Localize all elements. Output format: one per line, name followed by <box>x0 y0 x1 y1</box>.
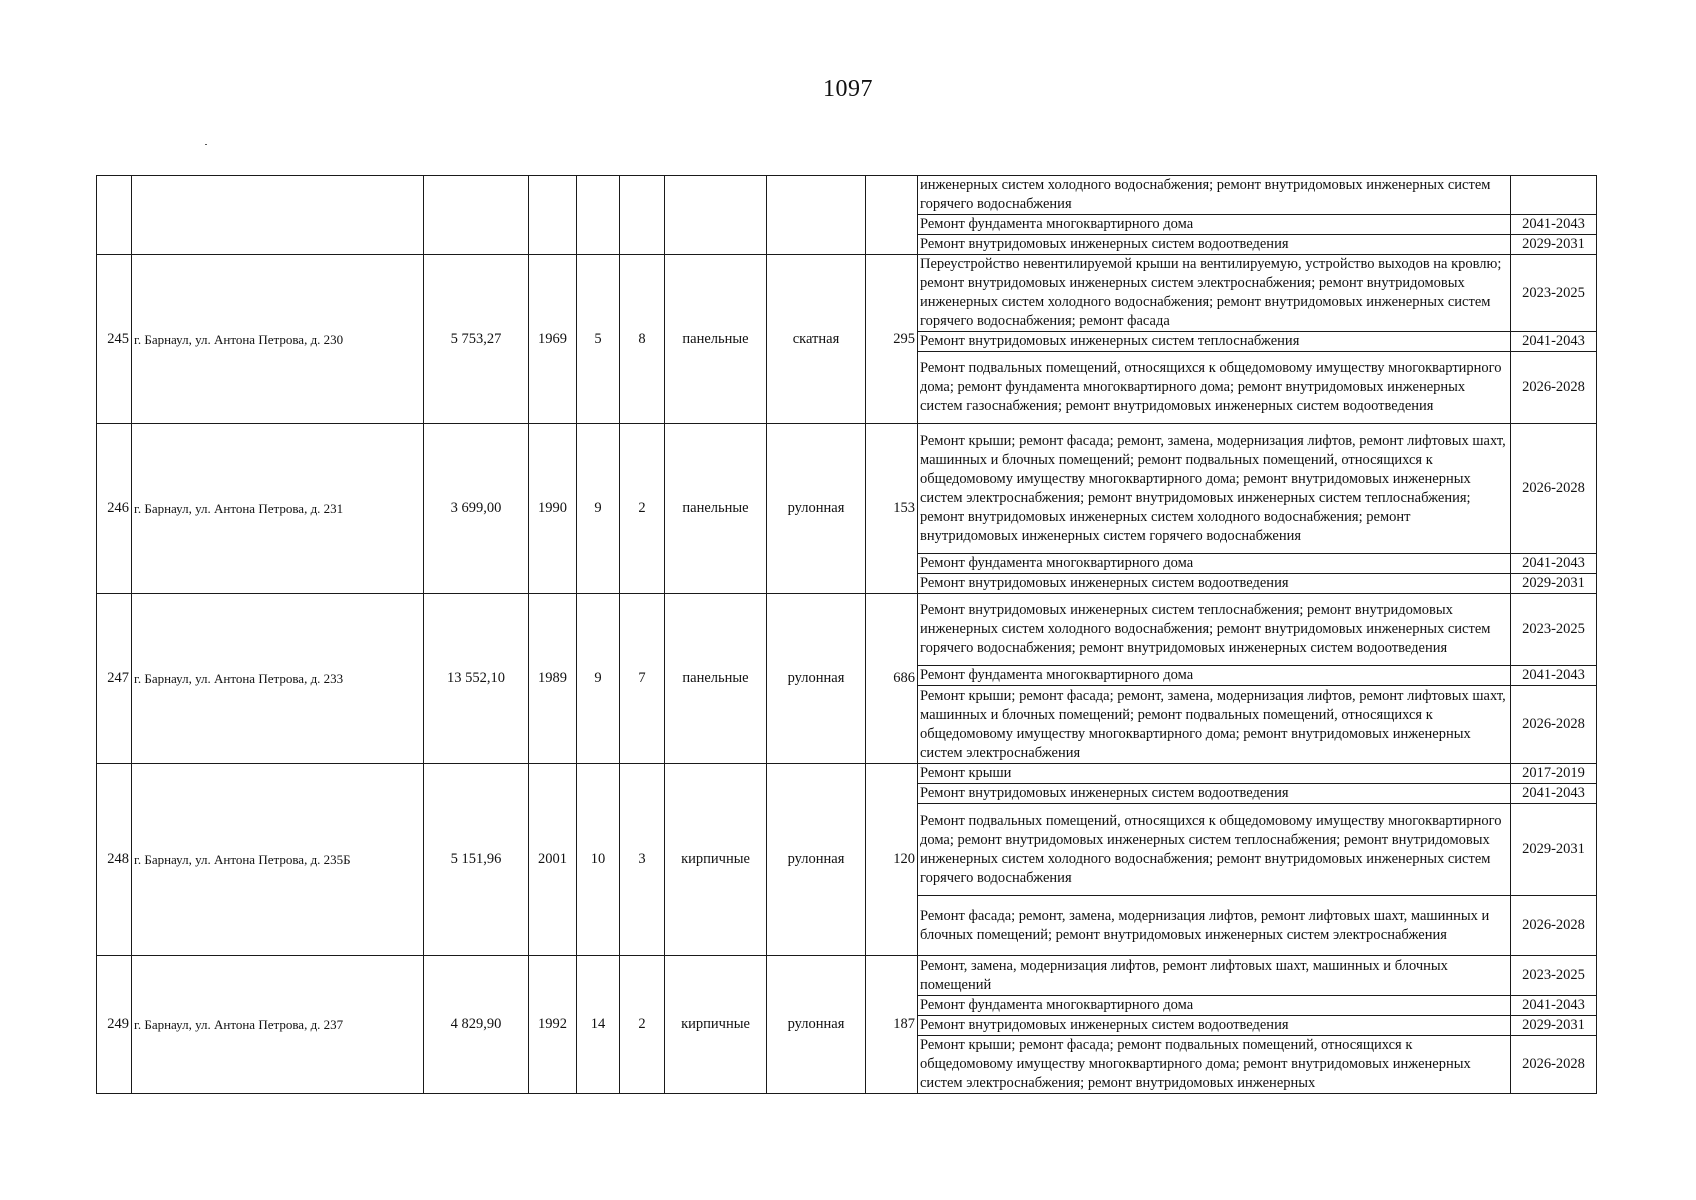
work-description: Ремонт крыши <box>918 764 1511 784</box>
work-period: 2029-2031 <box>1511 235 1597 255</box>
entrance-count: 2 <box>620 956 665 1094</box>
scan-mark <box>205 144 207 145</box>
resident-count: 686 <box>866 594 918 764</box>
work-period: 2041-2043 <box>1511 996 1597 1016</box>
roof-type: рулонная <box>767 956 866 1094</box>
build-year: 2001 <box>529 764 577 956</box>
build-year: 1989 <box>529 594 577 764</box>
total-area: 4 829,90 <box>424 956 529 1094</box>
work-period <box>1511 176 1597 215</box>
table-row <box>97 424 1597 554</box>
table-row <box>97 176 1597 215</box>
build-year: 1992 <box>529 956 577 1094</box>
work-description: Ремонт фундамента многоквартирного дома <box>918 215 1511 235</box>
work-period: 2041-2043 <box>1511 554 1597 574</box>
building-address: г. Барнаул, ул. Антона Петрова, д. 230 <box>132 255 424 424</box>
build-year: 1990 <box>529 424 577 594</box>
work-description: Ремонт внутридомовых инженерных систем водоотведения <box>918 1016 1511 1036</box>
entrance-count: 7 <box>620 594 665 764</box>
building-address: г. Барнаул, ул. Антона Петрова, д. 237 <box>132 956 424 1094</box>
row-number: 249 <box>97 956 132 1094</box>
empty-cell <box>577 176 620 255</box>
work-description: Ремонт фундамента многоквартирного дома <box>918 554 1511 574</box>
work-period: 2017-2019 <box>1511 764 1597 784</box>
work-description: Ремонт внутридомовых инженерных систем теплоснабжения <box>918 332 1511 352</box>
work-description: Ремонт крыши; ремонт фасада; ремонт, замена, модернизация лифтов, ремонт лифтовых шахт, машинных и блочных помещений; ремонт подвальных помещений, относящихся к общедомовому имуществу многоквартирного дома; ремонт внутридомовых инженерных систем электроснабжения <box>918 686 1511 764</box>
work-period: 2026-2028 <box>1511 352 1597 424</box>
floor-count: 5 <box>577 255 620 424</box>
work-description: Ремонт подвальных помещений, относящихся к общедомовому имуществу многоквартирного дома; ремонт фундамента многоквартирного дома; ремонт внутридомовых инженерных систем газоснабжения; ремонт внутридомовых инженерных систем водоотведения <box>918 352 1511 424</box>
wall-material: панельные <box>665 594 767 764</box>
work-description: Переустройство невентилируемой крыши на вентилируемую, устройство выходов на кровлю; ремонт внутридомовых инженерных систем электроснабжения; ремонт внутридомовых инженерных систем холодного водоснабжения; ремонт внутридомовых инженерных систем горячего водоснабжения; ремонт фасада <box>918 255 1511 332</box>
empty-cell <box>665 176 767 255</box>
work-period: 2026-2028 <box>1511 424 1597 554</box>
empty-cell <box>424 176 529 255</box>
wall-material: кирпичные <box>665 764 767 956</box>
table-row <box>97 594 1597 666</box>
work-period: 2041-2043 <box>1511 784 1597 804</box>
work-period: 2026-2028 <box>1511 896 1597 956</box>
work-period: 2029-2031 <box>1511 804 1597 896</box>
empty-cell <box>767 176 866 255</box>
work-description: Ремонт, замена, модернизация лифтов, ремонт лифтовых шахт, машинных и блочных помещений <box>918 956 1511 996</box>
wall-material: кирпичные <box>665 956 767 1094</box>
work-description: Ремонт внутридомовых инженерных систем водоотведения <box>918 784 1511 804</box>
entrance-count: 2 <box>620 424 665 594</box>
work-description: Ремонт фундамента многоквартирного дома <box>918 666 1511 686</box>
roof-type: рулонная <box>767 764 866 956</box>
table-row <box>97 255 1597 332</box>
resident-count: 120 <box>866 764 918 956</box>
work-period: 2023-2025 <box>1511 956 1597 996</box>
row-number: 248 <box>97 764 132 956</box>
wall-material: панельные <box>665 424 767 594</box>
row-number: 247 <box>97 594 132 764</box>
page-number: 1097 <box>823 76 873 102</box>
work-period: 2026-2028 <box>1511 1036 1597 1094</box>
empty-cell <box>132 176 424 255</box>
work-period: 2029-2031 <box>1511 1016 1597 1036</box>
empty-cell <box>866 176 918 255</box>
work-description: Ремонт подвальных помещений, относящихся к общедомовому имуществу многоквартирного дома; ремонт внутридомовых инженерных систем теплоснабжения; ремонт внутридомовых инженерных систем холодного водоснабжения; ремонт внутридомовых инженерных систем горячего водоснабжения <box>918 804 1511 896</box>
work-period: 2029-2031 <box>1511 574 1597 594</box>
entrance-count: 8 <box>620 255 665 424</box>
work-description: Ремонт крыши; ремонт фасада; ремонт подвальных помещений, относящихся к общедомовому имуществу многоквартирного дома; ремонт внутридомовых инженерных систем электроснабжения; ремонт внутридомовых инженерных <box>918 1036 1511 1094</box>
empty-cell <box>620 176 665 255</box>
work-period: 2041-2043 <box>1511 215 1597 235</box>
building-address: г. Барнаул, ул. Антона Петрова, д. 233 <box>132 594 424 764</box>
work-description: Ремонт крыши; ремонт фасада; ремонт, замена, модернизация лифтов, ремонт лифтовых шахт, машинных и блочных помещений; ремонт подвальных помещений, относящихся к общедомовому имуществу многоквартирного дома; ремонт внутридомовых инженерных систем электроснабжения; ремонт внутридомовых инженерных систем теплоснабжения; ремонт внутридомовых инженерных систем холодного водоснабжения; ремонт внутридомовых инженерных систем горячего водоснабжения <box>918 424 1511 554</box>
resident-count: 295 <box>866 255 918 424</box>
wall-material: панельные <box>665 255 767 424</box>
floor-count: 10 <box>577 764 620 956</box>
table-row <box>97 956 1597 996</box>
building-address: г. Барнаул, ул. Антона Петрова, д. 231 <box>132 424 424 594</box>
resident-count: 153 <box>866 424 918 594</box>
work-description: Ремонт фундамента многоквартирного дома <box>918 996 1511 1016</box>
roof-type: рулонная <box>767 594 866 764</box>
build-year: 1969 <box>529 255 577 424</box>
work-period: 2023-2025 <box>1511 594 1597 666</box>
work-period: 2026-2028 <box>1511 686 1597 764</box>
total-area: 5 753,27 <box>424 255 529 424</box>
empty-cell <box>97 176 132 255</box>
floor-count: 9 <box>577 594 620 764</box>
roof-type: скатная <box>767 255 866 424</box>
entrance-count: 3 <box>620 764 665 956</box>
work-period: 2023-2025 <box>1511 255 1597 332</box>
work-description: Ремонт внутридомовых инженерных систем водоотведения <box>918 235 1511 255</box>
work-description: Ремонт внутридомовых инженерных систем водоотведения <box>918 574 1511 594</box>
total-area: 5 151,96 <box>424 764 529 956</box>
total-area: 3 699,00 <box>424 424 529 594</box>
building-address: г. Барнаул, ул. Антона Петрова, д. 235Б <box>132 764 424 956</box>
work-period: 2041-2043 <box>1511 332 1597 352</box>
table-row <box>97 764 1597 784</box>
empty-cell <box>529 176 577 255</box>
work-description: инженерных систем холодного водоснабжения; ремонт внутридомовых инженерных систем горячего водоснабжения <box>918 176 1511 215</box>
work-description: Ремонт внутридомовых инженерных систем теплоснабжения; ремонт внутридомовых инженерных систем холодного водоснабжения; ремонт внутридомовых инженерных систем горячего водоснабжения; ремонт внутридомовых инженерных систем водоотведения <box>918 594 1511 666</box>
resident-count: 187 <box>866 956 918 1094</box>
row-number: 246 <box>97 424 132 594</box>
work-period: 2041-2043 <box>1511 666 1597 686</box>
roof-type: рулонная <box>767 424 866 594</box>
row-number: 245 <box>97 255 132 424</box>
work-description: Ремонт фасада; ремонт, замена, модернизация лифтов, ремонт лифтовых шахт, машинных и блочных помещений; ремонт внутридомовых инженерных систем электроснабжения <box>918 896 1511 956</box>
total-area: 13 552,10 <box>424 594 529 764</box>
capital-repair-table <box>96 175 1597 1094</box>
floor-count: 9 <box>577 424 620 594</box>
floor-count: 14 <box>577 956 620 1094</box>
